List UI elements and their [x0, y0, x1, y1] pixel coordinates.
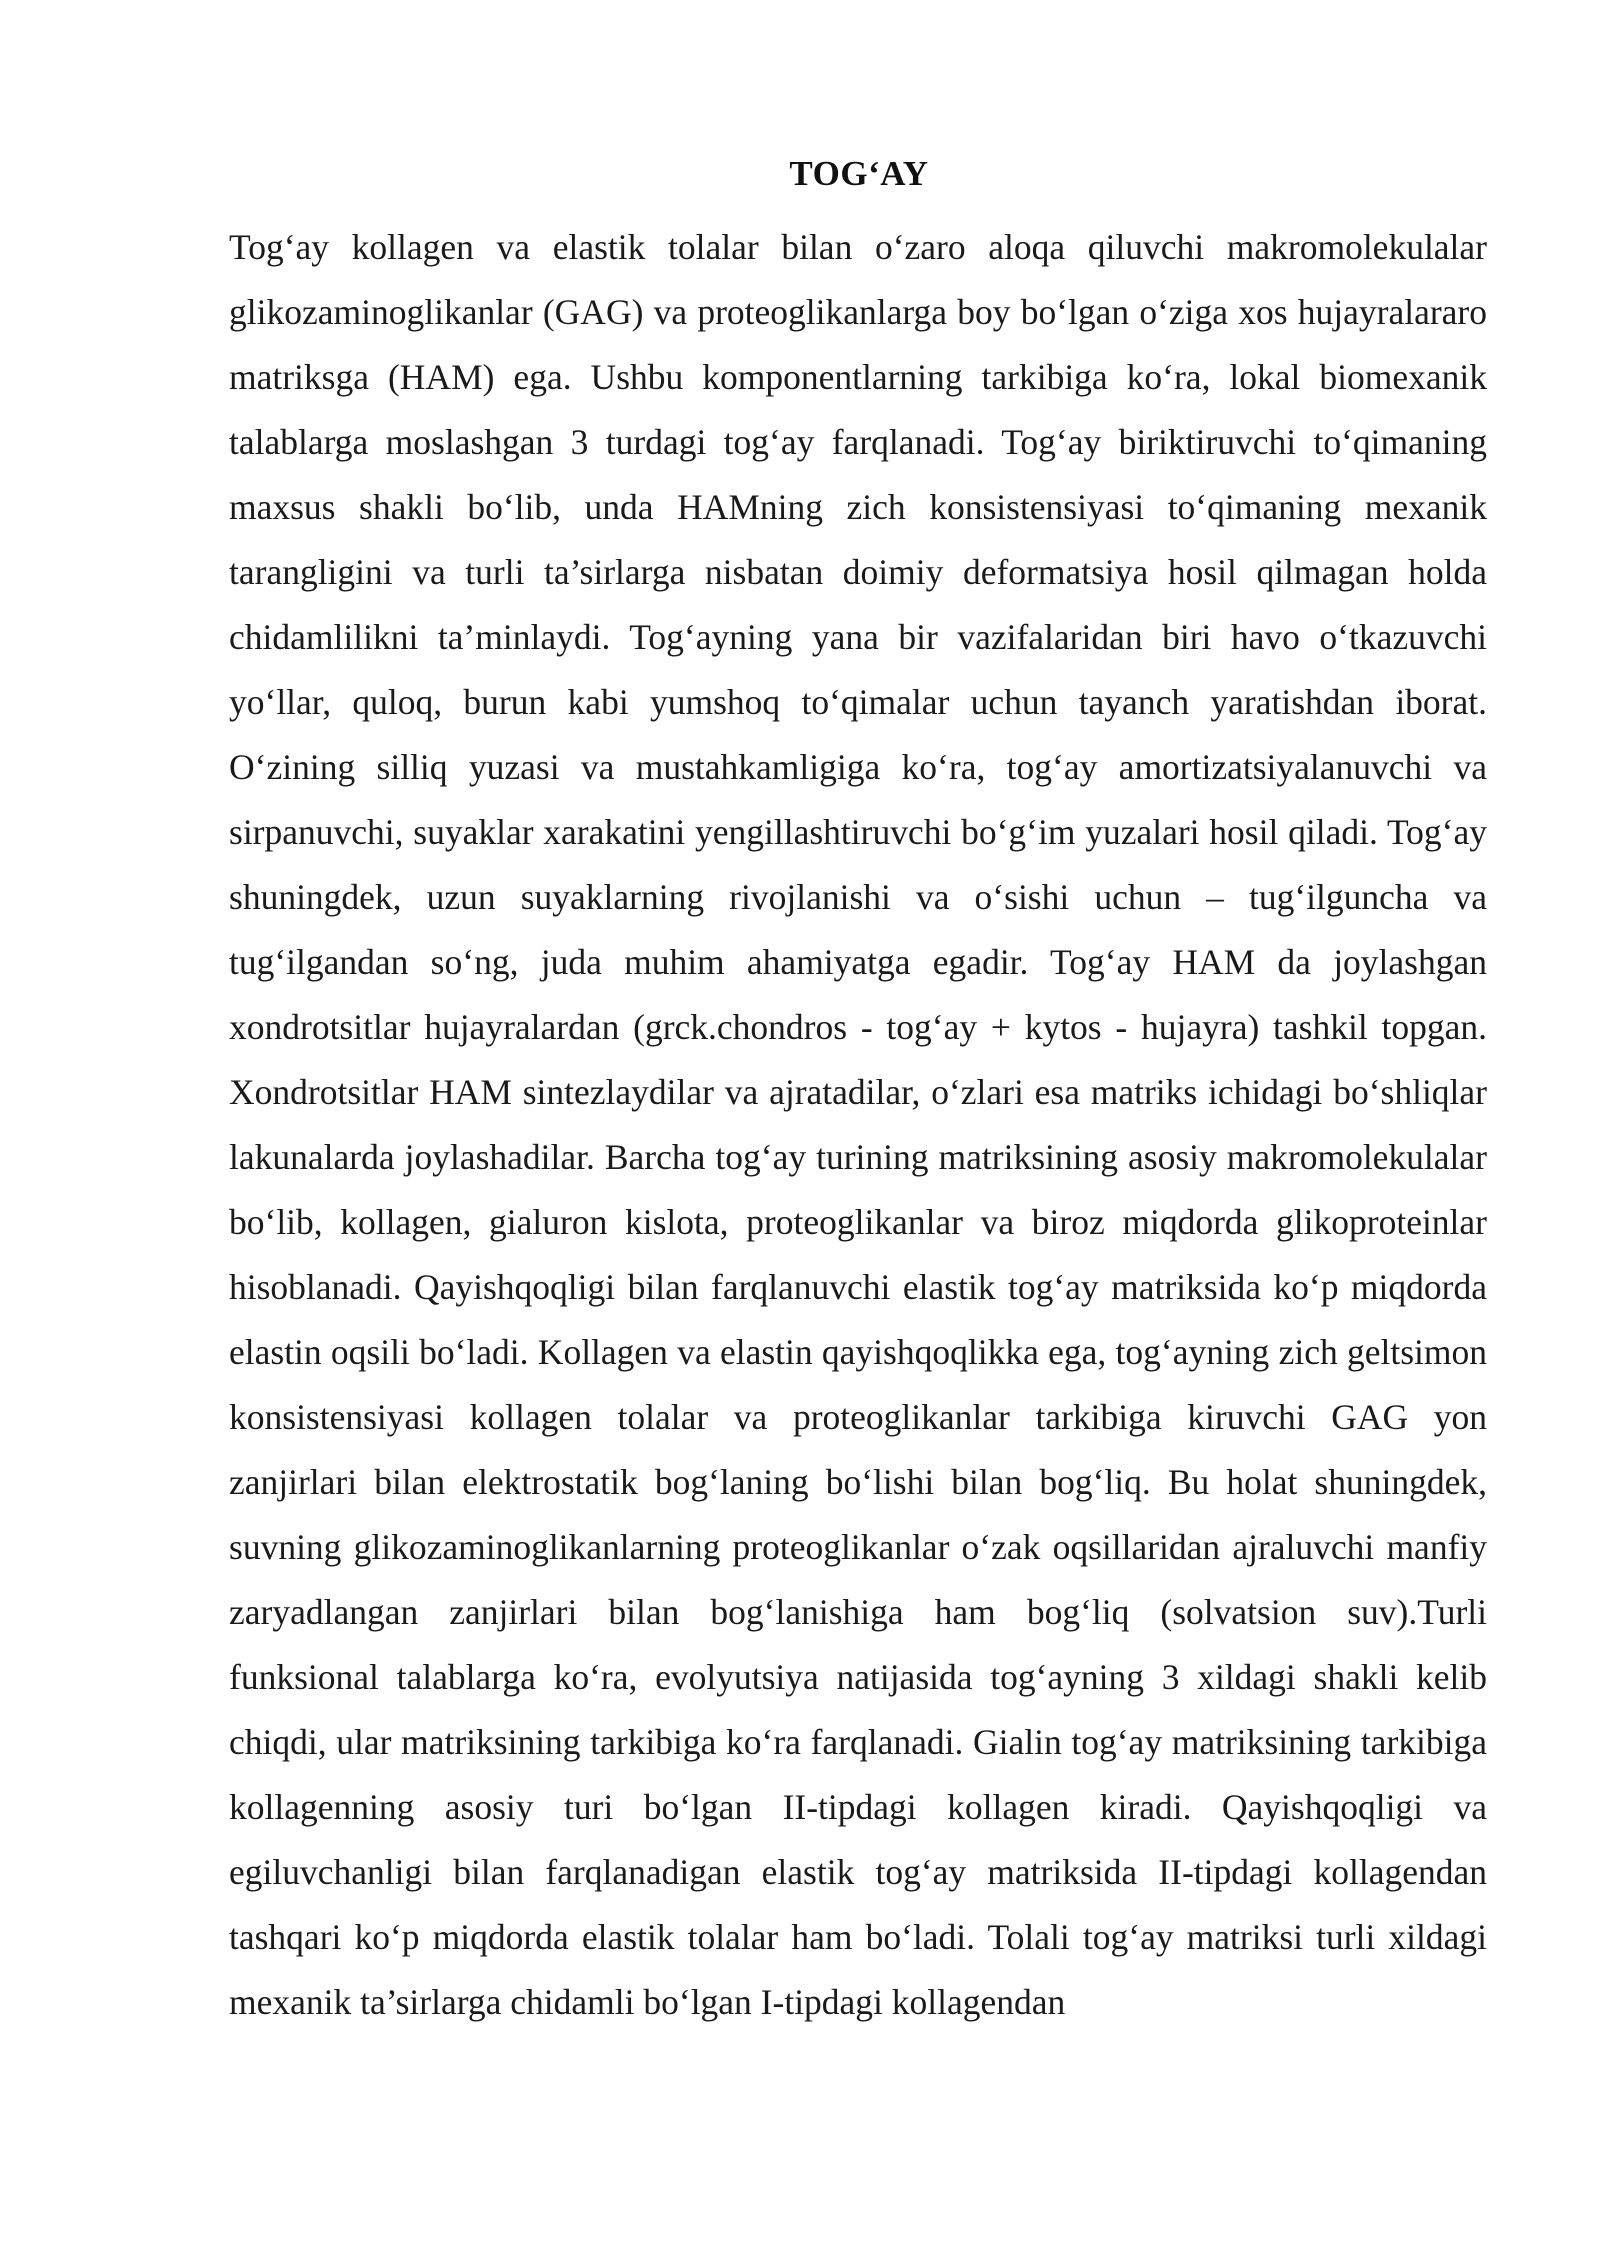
body-paragraph: Tog‘ay kollagen va elastik tolalar bilan o‘zaro aloqa qiluvchi makromolekulalar glikozaminoglikanlar (GAG) va proteoglikanlarga boy bo‘lgan o‘ziga xos hujayralararo matriksga (HAM) ega. Ushbu komponentlarning tarkibiga ko‘ra, lokal biomexanik talablarga moslashgan 3 turdagi tog‘ay farqlanadi. Tog‘ay biriktiruvchi to‘qimaning maxsus shakli bo‘lib, unda HAMning zich konsistensiyasi to‘qimaning mexanik tarangligini va turli ta’sirlarga nisbatan doimiy deformatsiya hosil qilmagan holda chidamlilikni ta’minlaydi. Tog‘ayning yana bir vazifalaridan biri havo o‘tkazuvchi yo‘llar, quloq, burun kabi yumshoq to‘qimalar uchun tayanch yaratishdan iborat. O‘zining silliq yuzasi va mustahkamligiga ko‘ra, tog‘ay amortizatsiyalanuvchi va sirpanuvchi, suyaklar xarakatini yengillashtiruvchi bo‘g‘im yuzalari hosil qiladi. Tog‘ay shuningdek, uzun suyaklarning rivojlanishi va o‘sishi uchun – tug‘ilguncha va tug‘ilgandan so‘ng, juda muhim ahamiyatga egadir. Tog‘ay HAM da joylashgan xondrotsitlar hujayralardan (grck.chondros - tog‘ay + kytos - hujayra) tashkil topgan. Xondrotsitlar HAM sintezlaydilar va ajratadilar, o‘zlari esa matriks ichidagi bo‘shliqlar lakunalarda joylashadilar. Barcha tog‘ay turining matriksining asosiy makromolekulalar bo‘lib, kollagen, gialuron kislota, proteoglikanlar va biroz miqdorda glikoproteinlar hisoblanadi. Qayishqoqligi bilan farqlanuvchi elastik tog‘ay matriksida ko‘p miqdorda elastin oqsili bo‘ladi. Kollagen va elastin qayishqoqlikka ega, tog‘ayning zich geltsimon konsistensiyasi kollagen tolalar va proteoglikanlar tarkibiga kiruvchi GAG yon zanjirlari bilan elektrostatik bog‘laning bo‘lishi bilan bog‘liq. Bu holat shuningdek, suvning glikozaminoglikanlarning proteoglikanlar o‘zak oqsillaridan ajraluvchi manfiy zaryadlangan zanjirlari bilan bog‘lanishiga ham bog‘liq (solvatsion suv).Turli funksional talablarga ko‘ra, evolyutsiya natijasida tog‘ayning 3 xildagi shakli kelib chiqdi, ular matriksining tarkibiga ko‘ra farqlanadi. Gialin tog‘ay matriksining tarkibiga kollagenning asosiy turi bo‘lgan II-tipdagi kollagen kiradi. Qayishqoqligi va egiluvchanligi bilan farqlanadigan elastik tog‘ay matriksida II-tipdagi kollagendan tashqari ko‘p miqdorda elastik tolalar ham bo‘ladi. Tolali tog‘ay matriksi turli xildagi mexanik ta’sirlarga chidamli bo‘lgan I-tipdagi kollagendan	[229, 227, 1487, 2022]
document-title: TOG‘AY	[789, 154, 929, 193]
